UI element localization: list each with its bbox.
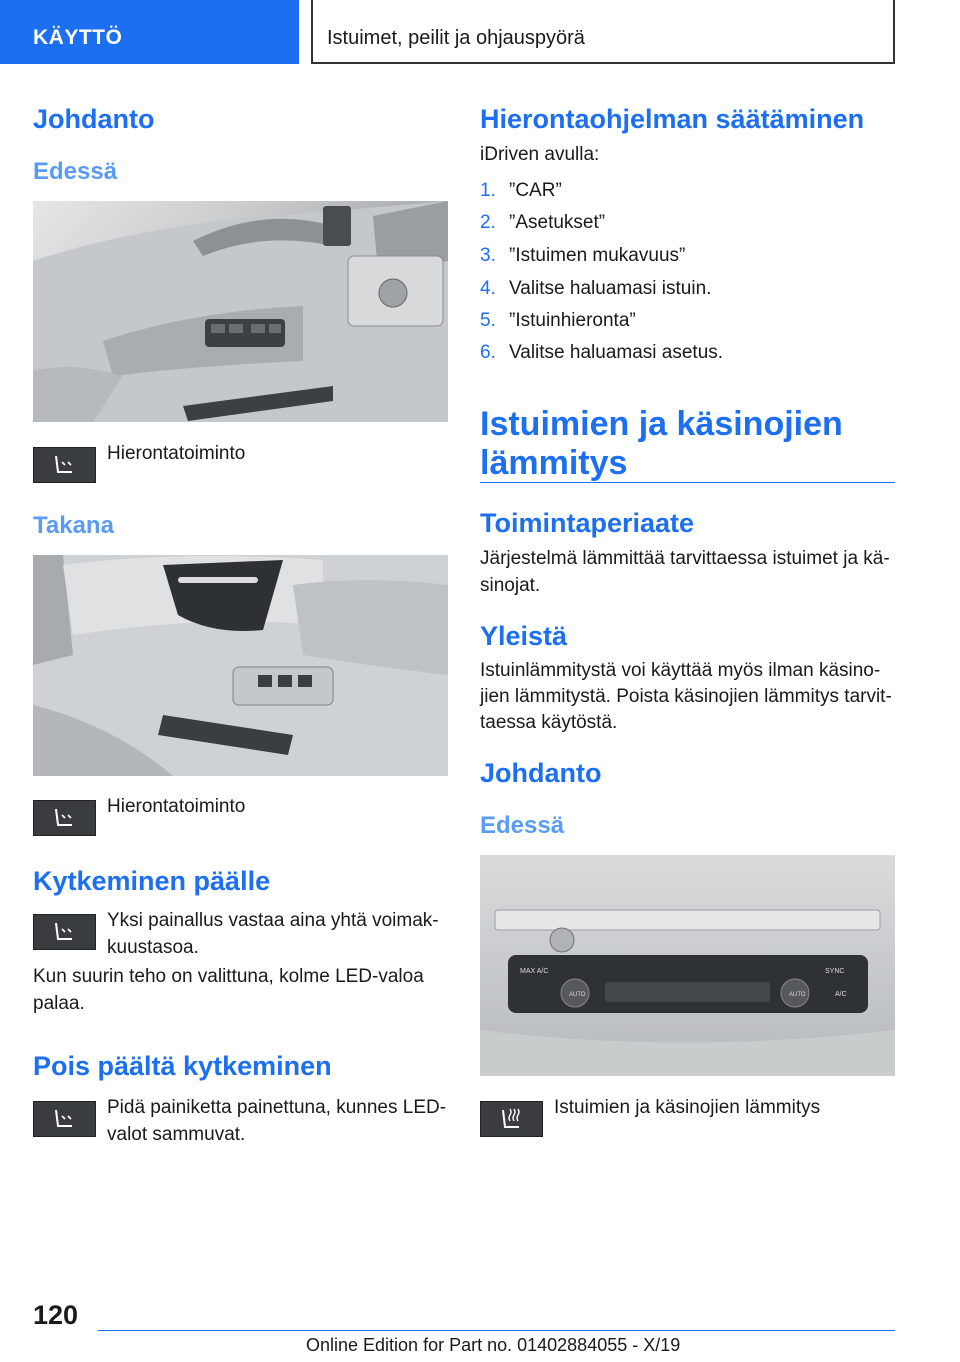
front-caption: Hierontatoiminto (107, 443, 246, 464)
left-intro-title: Johdanto (33, 104, 155, 134)
switch-on-text-1: Kun suurin teho on valittuna, kolme LED-valoa (33, 966, 424, 987)
switch-on-title: Kytkeminen päälle (33, 866, 271, 896)
seat-heating-icon (480, 1101, 543, 1137)
panel-label-ac: A/C (835, 991, 847, 998)
switch-off-icon-text-1: Pidä painiketta painettuna, kunnes LED- (107, 1097, 447, 1118)
left-front-title: Edessä (33, 158, 118, 185)
header-chapter-title: Istuimet, peilit ja ohjauspyörä (311, 0, 895, 64)
principle-text-1: Järjestelmä lämmittää tarvittaessa istuimet ja kä- (480, 548, 890, 569)
massage-icon (33, 1101, 96, 1137)
switch-off-icon-text-2: valot sammuvat. (107, 1124, 246, 1145)
right-intro-title: Johdanto (480, 758, 602, 788)
switch-on-icon-text-2: kuustasoa. (107, 937, 199, 958)
general-text-2: jien lämmitystä. Poista käsinojien lämmitys tarvit- (480, 686, 892, 707)
panel-label-sync: SYNC (825, 968, 845, 975)
program-intro: iDriven avulla: (480, 144, 600, 165)
panel-label-auto-right: AUTO (789, 992, 806, 998)
section-rule (480, 482, 895, 483)
page-number: 120 (33, 1300, 79, 1330)
switch-off-title: Pois päältä kytkeminen (33, 1051, 332, 1081)
general-text-1: Istuinlämmitystä voi käyttää myös ilman käsino- (480, 660, 881, 681)
switch-on-icon-text-1: Yksi painallus vastaa aina yhtä voimak- (107, 910, 439, 931)
massage-icon (33, 914, 96, 950)
switch-on-text-2: palaa. (33, 993, 85, 1014)
rear-caption: Hierontatoiminto (107, 796, 246, 817)
heating-title-line-1: Istuimien ja käsinojien (480, 405, 843, 443)
climate-panel-photo (480, 855, 895, 1076)
massage-icon (33, 447, 96, 483)
right-front-title: Edessä (480, 812, 565, 839)
panel-label-max-ac: MAX A/C (520, 968, 549, 975)
heating-title-line-2: lämmitys (480, 444, 628, 482)
left-rear-title: Takana (33, 512, 114, 539)
general-text-3: taessa käytöstä. (480, 712, 618, 733)
rear-door-massage-photo (33, 555, 448, 776)
massage-icon (33, 800, 96, 836)
principle-text-2: sinojat. (480, 575, 541, 596)
right-front-caption: Istuimien ja käsinojien lämmitys (554, 1097, 821, 1118)
program-title: Hierontaohjelman säätäminen (480, 104, 865, 134)
panel-label-auto-left: AUTO (569, 992, 586, 998)
principle-title: Toimintaperiaate (480, 508, 695, 538)
general-title: Yleistä (480, 621, 568, 651)
footer-rule (98, 1330, 895, 1331)
header-section-tab: KÄYTTÖ (0, 0, 299, 64)
front-door-massage-photo (33, 201, 448, 422)
footer-edition: Online Edition for Part no. 01402884055 - X/19 (306, 1335, 681, 1355)
